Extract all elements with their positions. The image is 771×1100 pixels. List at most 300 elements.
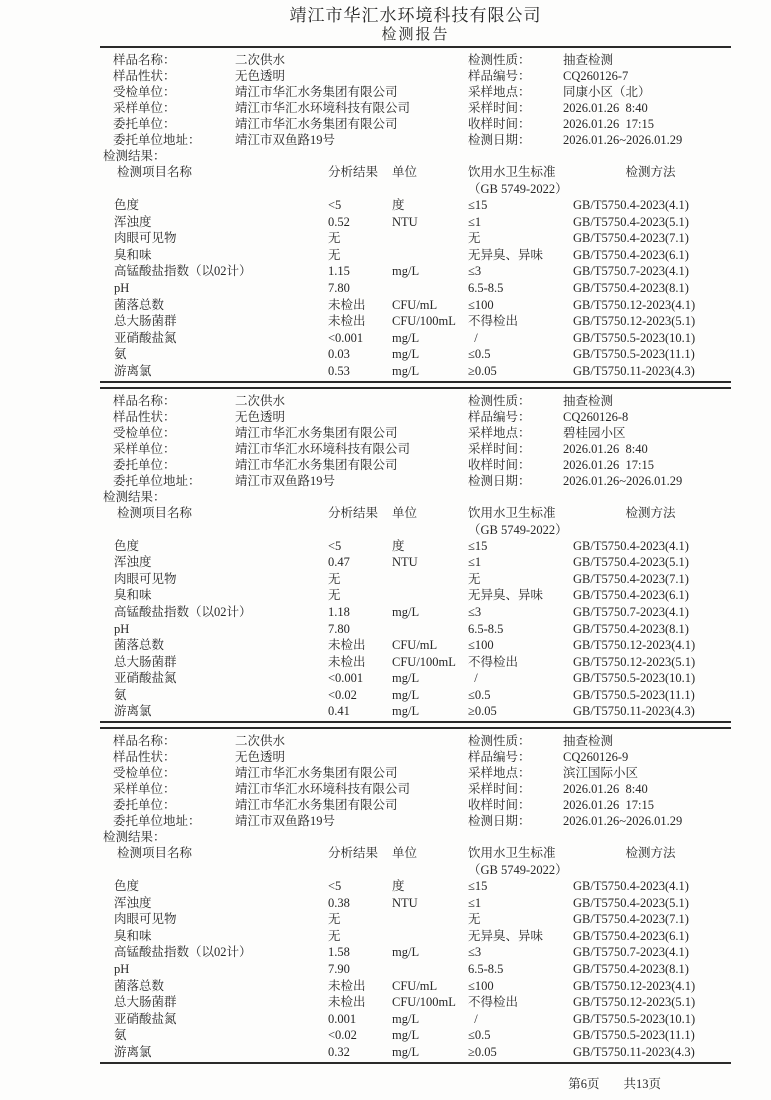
info-label-left: 样品名称：	[113, 393, 176, 408]
cell-item-name: 色度	[114, 198, 140, 212]
cell-method: GB/T5750.4-2023(6.1)	[573, 588, 689, 603]
col-header-item: 检测项目名称	[117, 505, 193, 520]
cell-standard: ≤1	[468, 895, 482, 910]
table-row	[100, 571, 731, 588]
table-header-row-2	[100, 862, 731, 878]
cell-result: 未检出	[328, 638, 366, 653]
info-value-left: 靖江市双鱼路19号	[235, 473, 336, 488]
cell-unit	[392, 911, 464, 928]
cell-item-name: 氨	[114, 1028, 127, 1043]
info-label-right: 采样时间：	[468, 441, 531, 456]
table-header-row	[100, 164, 731, 181]
sample-info-grid	[100, 729, 731, 829]
info-label-right: 采样地点：	[468, 85, 531, 99]
cell-unit	[392, 230, 464, 247]
cell-standard: ≤1	[468, 214, 482, 229]
cell-method: GB/T5750.4-2023(5.1)	[573, 895, 689, 910]
info-value-left: 靖江市华汇水务集团有限公司	[235, 766, 398, 781]
cell-standard: /	[468, 330, 478, 345]
cell-item-name: 肉眼可见物	[114, 231, 177, 246]
cell-unit: mg/L	[392, 347, 420, 362]
cell-unit: mg/L	[392, 1045, 420, 1059]
cell-result: 未检出	[328, 978, 366, 993]
info-label-left: 受检单位：	[113, 425, 176, 440]
cell-method: GB/T5750.12-2023(4.1)	[573, 297, 696, 312]
results-table	[100, 164, 731, 383]
cell-method: GB/T5750.4-2023(4.1)	[573, 538, 689, 553]
cell-unit: 度	[392, 198, 405, 212]
cell-unit: NTU	[392, 895, 418, 910]
sample-section	[100, 387, 731, 724]
table-row	[100, 1011, 731, 1028]
cell-standard: 6.5-8.5	[468, 280, 504, 295]
table-row	[100, 911, 731, 928]
cell-result: 7.90	[328, 962, 350, 977]
sample-section	[100, 727, 731, 1064]
info-label-right: 检测性质：	[468, 53, 531, 67]
sections	[100, 48, 731, 1064]
cell-result: 1.18	[328, 604, 350, 619]
info-label-left: 受检单位：	[113, 85, 176, 99]
info-value-left: 靖江市双鱼路19号	[235, 814, 336, 829]
cell-standard: ≤100	[468, 638, 494, 653]
cell-unit: CFU/100mL	[392, 654, 456, 669]
cell-method: GB/T5750.11-2023(4.3)	[573, 1045, 695, 1059]
table-body	[100, 538, 731, 721]
cell-unit	[392, 587, 464, 604]
cell-standard: 无异臭、异味	[468, 588, 544, 603]
cell-standard: ≤100	[468, 978, 494, 993]
cell-standard: ≤3	[468, 264, 482, 279]
cell-result: 0.03	[328, 347, 350, 362]
cell-method: GB/T5750.5-2023(11.1)	[573, 1028, 695, 1043]
cell-result: 0.41	[328, 704, 350, 719]
cell-unit: mg/L	[392, 687, 420, 702]
col-header-method: 检测方法	[625, 846, 676, 861]
info-value-right: 2026.01.26~2026.01.29	[563, 473, 683, 488]
info-label-left: 样品性状：	[113, 409, 176, 424]
cell-unit	[392, 247, 464, 264]
sample-section	[100, 48, 731, 383]
table-row	[100, 961, 731, 978]
col-header-standard: 饮用水卫生标准	[468, 505, 556, 520]
table-row	[100, 330, 731, 347]
info-label-left: 委托单位地址：	[113, 473, 201, 488]
info-value-right: CQ260126-9	[563, 750, 629, 765]
info-label-left: 委托单位：	[113, 457, 176, 472]
col-header-result: 分析结果	[328, 165, 379, 179]
cell-method: GB/T5750.12-2023(4.1)	[573, 978, 696, 993]
cell-item-name: 氨	[114, 347, 127, 362]
info-label-right: 检测日期：	[468, 814, 531, 829]
cell-standard: 不得检出	[468, 995, 519, 1010]
cell-method: GB/T5750.12-2023(5.1)	[573, 314, 696, 329]
table-row	[100, 604, 731, 621]
table-row	[100, 895, 731, 912]
cell-item-name: 浑浊度	[114, 555, 152, 570]
cell-result: 无	[328, 571, 341, 586]
cell-result: 未检出	[328, 297, 366, 312]
info-label-left: 委托单位：	[113, 117, 176, 131]
cell-result: 无	[328, 231, 341, 246]
table-row	[100, 247, 731, 264]
company-name: 靖江市华汇水环境科技有限公司	[289, 6, 542, 25]
table-row	[100, 554, 731, 571]
cell-unit: 度	[392, 879, 405, 894]
cell-item-name: 菌落总数	[114, 978, 165, 993]
cell-standard: 无	[468, 571, 481, 586]
cell-standard: ≤0.5	[468, 687, 491, 702]
table-row	[100, 538, 731, 555]
info-value-right: 2026.01.26~2026.01.29	[563, 814, 683, 829]
table-row	[100, 587, 731, 604]
cell-method: GB/T5750.4-2023(6.1)	[573, 928, 689, 943]
table-header-row-2	[100, 522, 731, 538]
cell-method: GB/T5750.11-2023(4.3)	[573, 704, 695, 719]
info-value-right: 抽查检测	[563, 53, 614, 67]
table-row	[100, 214, 731, 231]
info-value-right: 2026.01.26 17:15	[563, 798, 654, 813]
cell-item-name: 游离氯	[114, 704, 152, 719]
cell-result: 0.53	[328, 363, 350, 378]
info-value-left: 靖江市双鱼路19号	[235, 133, 336, 147]
table-row	[100, 878, 731, 895]
cell-unit: NTU	[392, 214, 418, 229]
table-row	[100, 654, 731, 671]
cell-unit: CFU/100mL	[392, 995, 456, 1010]
cell-unit: CFU/mL	[392, 638, 438, 653]
cell-item-name: 总大肠菌群	[114, 314, 177, 329]
cell-item-name: 色度	[114, 538, 140, 553]
info-value-right: 2026.01.26 17:15	[563, 117, 654, 131]
cell-item-name: 高锰酸盐指数（以02计）	[114, 264, 252, 279]
cell-result: 7.80	[328, 280, 350, 295]
table-row	[100, 1044, 731, 1061]
cell-standard: ≤100	[468, 297, 494, 312]
table-row	[100, 928, 731, 945]
cell-standard: ≤1	[468, 555, 482, 570]
cell-unit: mg/L	[392, 363, 420, 378]
col-header-result: 分析结果	[328, 505, 379, 520]
col-header-method: 检测方法	[625, 165, 676, 179]
cell-result: 无	[328, 912, 341, 927]
cell-result: 未检出	[328, 654, 366, 669]
cell-item-name: 高锰酸盐指数（以02计）	[114, 945, 252, 960]
cell-method: GB/T5750.11-2023(4.3)	[573, 363, 695, 378]
cell-result: <0.001	[328, 330, 364, 345]
report-header	[100, 0, 731, 48]
sample-info-grid	[100, 389, 731, 489]
cell-result: 0.52	[328, 214, 350, 229]
col-header-result: 分析结果	[328, 846, 379, 861]
cell-unit: mg/L	[392, 704, 420, 719]
cell-result: 无	[328, 928, 341, 943]
cell-method: GB/T5750.5-2023(10.1)	[573, 330, 696, 345]
cell-standard: ≥0.05	[468, 363, 497, 378]
cell-item-name: 游离氯	[114, 1045, 152, 1059]
cell-unit: CFU/mL	[392, 978, 438, 993]
cell-standard: ≤15	[468, 198, 488, 212]
col-header-standard-gb: （GB 5749-2022）	[468, 863, 568, 878]
info-value-right: 2026.01.26 8:40	[563, 441, 648, 456]
results-label: 检测结果：	[103, 830, 166, 845]
table-row	[100, 363, 731, 380]
info-label-right: 检测性质：	[468, 734, 531, 749]
cell-result: 1.58	[328, 945, 350, 960]
cell-method: GB/T5750.4-2023(7.1)	[573, 912, 689, 927]
cell-standard: 不得检出	[468, 314, 519, 329]
table-header-row-2	[100, 181, 731, 197]
table-header-row	[100, 845, 731, 862]
info-label-right: 样品编号：	[468, 409, 531, 424]
info-value-right: 滨江国际小区	[563, 766, 639, 781]
page-footer	[100, 1076, 731, 1092]
table-row	[100, 994, 731, 1011]
info-value-left: 无色透明	[235, 750, 286, 765]
cell-standard: 不得检出	[468, 654, 519, 669]
info-label-right: 检测日期：	[468, 473, 531, 488]
cell-standard: ≥0.05	[468, 1045, 497, 1059]
info-value-right: 碧桂园小区	[563, 425, 626, 440]
info-label-right: 收样时间：	[468, 457, 531, 472]
cell-standard: ≥0.05	[468, 704, 497, 719]
table-row	[100, 230, 731, 247]
cell-unit	[392, 961, 464, 978]
table-header-row	[100, 505, 731, 522]
cell-method: GB/T5750.12-2023(5.1)	[573, 995, 696, 1010]
info-value-left: 靖江市华汇水务集团有限公司	[235, 457, 398, 472]
table-row	[100, 1027, 731, 1044]
cell-standard: ≤3	[468, 945, 482, 960]
info-value-right: CQ260126-7	[563, 69, 629, 83]
col-header-item: 检测项目名称	[117, 846, 193, 861]
info-label-right: 收样时间：	[468, 798, 531, 813]
cell-method: GB/T5750.4-2023(7.1)	[573, 231, 689, 246]
cell-standard: ≤0.5	[468, 347, 491, 362]
info-value-right: CQ260126-8	[563, 409, 629, 424]
cell-item-name: 菌落总数	[114, 297, 165, 312]
cell-item-name: 菌落总数	[114, 638, 165, 653]
info-label-right: 采样地点：	[468, 766, 531, 781]
cell-item-name: 游离氯	[114, 363, 152, 378]
cell-unit: NTU	[392, 555, 418, 570]
cell-standard: /	[468, 1011, 478, 1026]
col-header-method: 检测方法	[625, 505, 676, 520]
cell-item-name: 亚硝酸盐氮	[114, 1011, 177, 1026]
info-value-right: 同康小区（北）	[563, 85, 651, 99]
cell-result: <0.02	[328, 687, 357, 702]
cell-standard: 无异臭、异味	[468, 247, 544, 262]
info-value-left: 靖江市华汇水环境科技有限公司	[235, 101, 411, 115]
info-label-left: 样品名称：	[113, 734, 176, 749]
col-header-unit: 单位	[392, 505, 418, 520]
cell-unit: mg/L	[392, 604, 420, 619]
info-value-left: 靖江市华汇水环境科技有限公司	[235, 441, 411, 456]
table-row	[100, 313, 731, 330]
cell-method: GB/T5750.7-2023(4.1)	[573, 945, 689, 960]
cell-method: GB/T5750.4-2023(7.1)	[573, 571, 689, 586]
cell-method: GB/T5750.12-2023(5.1)	[573, 654, 696, 669]
info-label-left: 采样单位：	[113, 101, 176, 115]
col-header-standard: 饮用水卫生标准	[468, 165, 556, 179]
cell-result: 无	[328, 247, 341, 262]
table-body	[100, 878, 731, 1061]
table-row	[100, 346, 731, 363]
cell-method: GB/T5750.12-2023(4.1)	[573, 638, 696, 653]
cell-item-name: 浑浊度	[114, 895, 152, 910]
cell-result: 无	[328, 588, 341, 603]
cell-item-name: pH	[114, 280, 130, 295]
info-value-left: 无色透明	[235, 409, 286, 424]
info-label-left: 样品名称：	[113, 53, 176, 67]
cell-method: GB/T5750.4-2023(8.1)	[573, 621, 689, 636]
col-header-standard: 饮用水卫生标准	[468, 846, 556, 861]
cell-result: 0.47	[328, 555, 350, 570]
cell-unit	[392, 928, 464, 945]
cell-result: <0.02	[328, 1028, 357, 1043]
cell-method: GB/T5750.7-2023(4.1)	[573, 604, 689, 619]
cell-method: GB/T5750.4-2023(6.1)	[573, 247, 689, 262]
col-header-standard-gb: （GB 5749-2022）	[468, 182, 568, 196]
info-label-left: 委托单位：	[113, 798, 176, 813]
cell-item-name: pH	[114, 621, 130, 636]
cell-unit: CFU/mL	[392, 297, 438, 312]
cell-method: GB/T5750.4-2023(8.1)	[573, 280, 689, 295]
cell-unit: mg/L	[392, 264, 420, 279]
info-label-right: 采样时间：	[468, 101, 531, 115]
table-row	[100, 297, 731, 314]
cell-item-name: 肉眼可见物	[114, 571, 177, 586]
cell-result: 0.38	[328, 895, 350, 910]
cell-unit: mg/L	[392, 330, 420, 345]
info-value-right: 抽查检测	[563, 393, 614, 408]
info-label-right: 样品编号：	[468, 69, 531, 83]
cell-unit	[392, 571, 464, 588]
cell-method: GB/T5750.5-2023(11.1)	[573, 347, 695, 362]
cell-result: 7.80	[328, 621, 350, 636]
cell-method: GB/T5750.5-2023(11.1)	[573, 687, 695, 702]
cell-result: <5	[328, 538, 342, 553]
info-value-left: 无色透明	[235, 69, 286, 83]
cell-method: GB/T5750.4-2023(4.1)	[573, 879, 689, 894]
table-row	[100, 197, 731, 214]
info-label-right: 检测日期：	[468, 133, 531, 147]
table-row	[100, 263, 731, 280]
cell-standard: 6.5-8.5	[468, 962, 504, 977]
info-label-right: 采样时间：	[468, 782, 531, 797]
cell-standard: 无	[468, 231, 481, 246]
info-value-left: 二次供水	[235, 393, 286, 408]
info-label-left: 样品性状：	[113, 750, 176, 765]
cell-item-name: 色度	[114, 879, 140, 894]
col-header-unit: 单位	[392, 165, 418, 179]
info-label-right: 采样地点：	[468, 425, 531, 440]
cell-item-name: 亚硝酸盐氮	[114, 671, 177, 686]
cell-item-name: 浑浊度	[114, 214, 152, 229]
cell-result: 未检出	[328, 995, 366, 1010]
info-value-left: 二次供水	[235, 734, 286, 749]
table-row	[100, 670, 731, 687]
info-value-right: 2026.01.26 8:40	[563, 101, 648, 115]
info-label-left: 委托单位地址：	[113, 133, 201, 147]
table-row	[100, 621, 731, 638]
report-title: 检测报告	[381, 27, 450, 43]
cell-standard: 6.5-8.5	[468, 621, 504, 636]
cell-result: 0.32	[328, 1045, 350, 1059]
cell-unit: mg/L	[392, 1028, 420, 1043]
info-value-right: 2026.01.26~2026.01.29	[563, 133, 683, 147]
info-value-left: 靖江市华汇水务集团有限公司	[235, 85, 398, 99]
info-label-right: 检测性质：	[468, 393, 531, 408]
cell-standard: /	[468, 671, 478, 686]
cell-unit: mg/L	[392, 945, 420, 960]
col-header-standard-gb: （GB 5749-2022）	[468, 522, 568, 537]
table-row	[100, 944, 731, 961]
info-value-right: 抽查检测	[563, 734, 614, 749]
cell-standard: ≤0.5	[468, 1028, 491, 1043]
cell-unit: mg/L	[392, 1011, 420, 1026]
col-header-unit: 单位	[392, 846, 418, 861]
cell-item-name: 高锰酸盐指数（以02计）	[114, 604, 252, 619]
cell-unit: 度	[392, 538, 405, 553]
cell-result: 1.15	[328, 264, 350, 279]
cell-item-name: 亚硝酸盐氮	[114, 330, 177, 345]
cell-method: GB/T5750.4-2023(4.1)	[573, 198, 689, 212]
results-table	[100, 845, 731, 1064]
cell-method: GB/T5750.5-2023(10.1)	[573, 1011, 696, 1026]
info-value-left: 靖江市华汇水环境科技有限公司	[235, 782, 411, 797]
cell-item-name: 臭和味	[114, 588, 152, 603]
cell-standard: ≤15	[468, 538, 488, 553]
cell-method: GB/T5750.4-2023(5.1)	[573, 555, 689, 570]
info-value-right: 2026.01.26 17:15	[563, 457, 654, 472]
cell-unit	[392, 280, 464, 297]
table-row	[100, 703, 731, 720]
cell-item-name: 臭和味	[114, 928, 152, 943]
table-row	[100, 280, 731, 297]
cell-standard: 无	[468, 912, 481, 927]
cell-method: GB/T5750.7-2023(4.1)	[573, 264, 689, 279]
info-label-right: 样品编号：	[468, 750, 531, 765]
col-header-item: 检测项目名称	[117, 165, 193, 179]
cell-method: GB/T5750.5-2023(10.1)	[573, 671, 696, 686]
cell-unit: mg/L	[392, 671, 420, 686]
cell-result: <5	[328, 198, 342, 212]
cell-item-name: 氨	[114, 687, 127, 702]
info-label-left: 采样单位：	[113, 782, 176, 797]
cell-result: <0.001	[328, 671, 364, 686]
info-label-right: 收样时间：	[468, 117, 531, 131]
cell-item-name: 总大肠菌群	[114, 654, 177, 669]
cell-standard: ≤3	[468, 604, 482, 619]
results-table	[100, 505, 731, 724]
cell-item-name: pH	[114, 962, 130, 977]
cell-standard: ≤15	[468, 879, 488, 894]
table-row	[100, 687, 731, 704]
cell-item-name: 总大肠菌群	[114, 995, 177, 1010]
cell-unit	[392, 621, 464, 638]
cell-standard: 无异臭、异味	[468, 928, 544, 943]
page-total: 共13页	[623, 1076, 661, 1091]
cell-result: 未检出	[328, 314, 366, 329]
page-number: 第6页	[568, 1076, 600, 1091]
table-row	[100, 978, 731, 995]
info-label-left: 委托单位地址：	[113, 814, 201, 829]
sample-info-grid	[100, 48, 731, 148]
info-label-left: 样品性状：	[113, 69, 176, 83]
info-value-left: 靖江市华汇水务集团有限公司	[235, 798, 398, 813]
info-value-left: 二次供水	[235, 53, 286, 67]
